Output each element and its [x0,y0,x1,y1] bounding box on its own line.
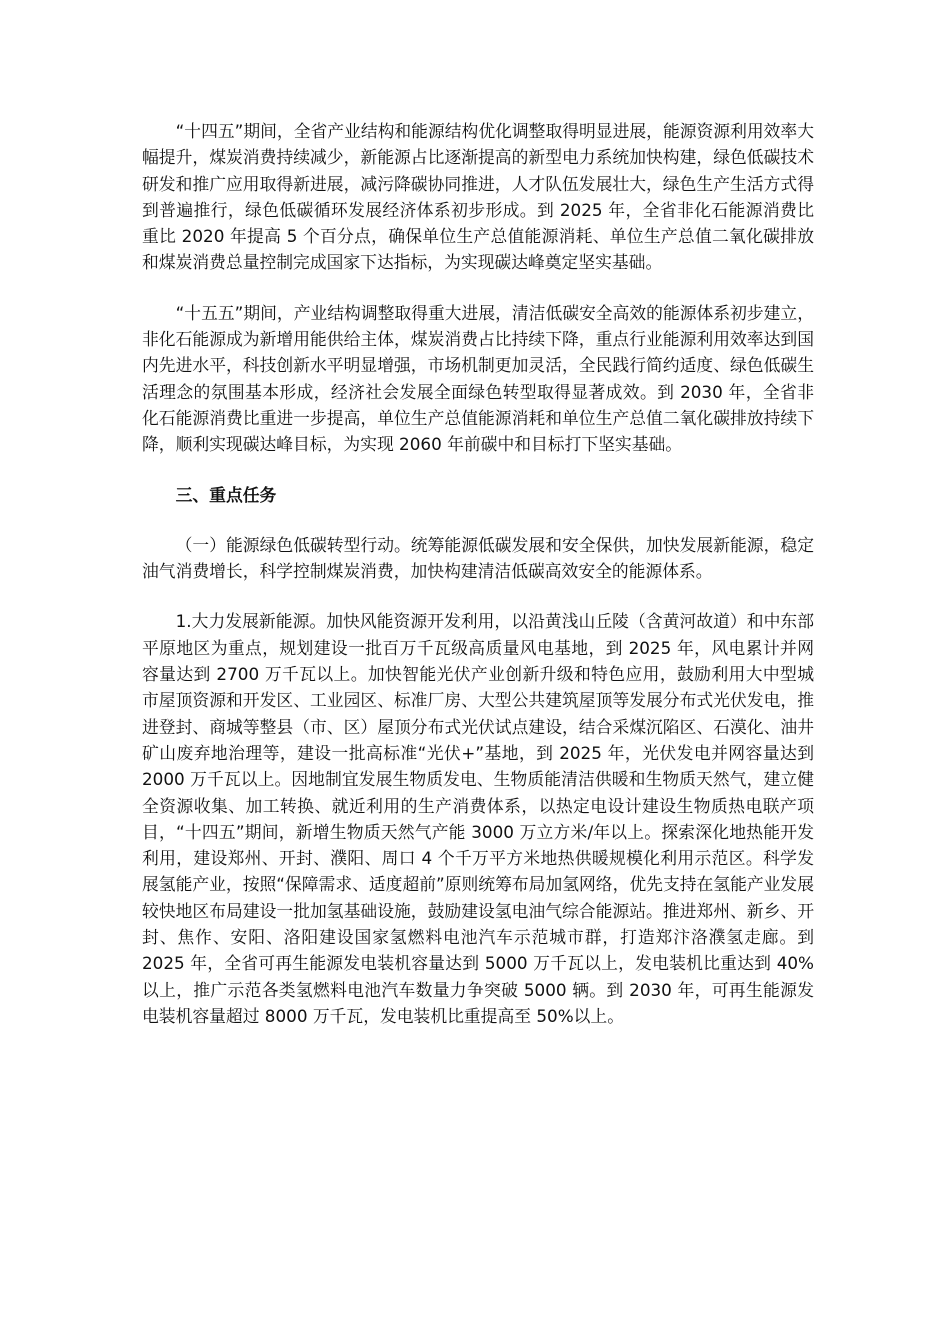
paragraph-spacer [142,458,814,482]
paragraph-spacer [142,508,814,532]
section-heading: 三、重点任务 [175,484,277,505]
paragraph-new-energy: 1.大力发展新能源。加快风能资源开发利用，以沿黄浅山丘陵（含黄河故道）和中东部平原地区为重点，规划建设一批百万千瓦级高质量风电基地，到 2025 年，风电累计并网容量达到 2700 万千瓦以上。加快智能光伏产业创新升级和特色应用，鼓励利用大中型城市屋顶资源和开发区、工业园区、标准厂房、大型公共建筑屋顶等发展分布式光伏发电，推进登封、商城等整县（市、区）屋顶分布式光伏试点建设，结合采煤沉陷区、石漠化、油井矿山废弃地治理等，建设一批高标准“光伏+”基地，到 2025 年，光伏发电并网容量达到 2000 万千瓦以上。因地制宜发展生物质发电、生物质能清洁供暖和生物质天然气，建立健全资源收集、加工转换、就近利用的生产消费体系，以热定电设计建设生物质热电联产项目，“十四五”期间，新增生物质天然气产能 3000 万立方米/年以上。探索深化地热能开发利用，建设郑州、开封、濮阳、周口 4 个千万平方米地热供暖规模化利用示范区。科学发展氢能产业，按照“保障需求、适度超前”原则统筹布局加氢网络，优先支持在氢能产业发展较快地区布局建设一批加氢基础设施，鼓励建设氢电油气综合能源站。推进郑州、新乡、开封、焦作、安阳、洛阳建设国家氢燃料电池汽车示范城市群，打造郑汴洛濮氢走廊。到 2025 年，全省可再生能源发电装机容量达到 5000 万千瓦以上，发电装机比重达到 40%以上，推广示范各类氢燃料电池汽车数量力争突破 5000 辆。到 2030 年，可再生能源发电装机容量超过 8000 万千瓦，发电装机比重提高至 50%以上。 [142,611,814,1026]
paragraph-fourteenth-five-year: “十四五”期间，全省产业结构和能源结构优化调整取得明显进展，能源资源利用效率大幅提升，煤炭消费持续减少，新能源占比逐渐提高的新型电力系统加快构建，绿色低碳技术研发和推广应用取得新进展，减污降碳协同推进，人才队伍发展壮大，绿色生产生活方式得到普遍推行，绿色低碳循环发展经济体系初步形成。到 2025 年，全省非化石能源消费比重比 2020 年提高 5 个百分点，确保单位生产总值能源消耗、单位生产总值二氧化碳排放和煤炭消费总量控制完成国家下达指标，为实现碳达峰奠定坚实基础。 [142,121,814,273]
paragraph-energy-transition: （一）能源绿色低碳转型行动。统筹能源低碳发展和安全保供，加快发展新能源，稳定油气消费增长，科学控制煤炭消费，加快构建清洁低碳高效安全的能源体系。 [142,534,814,582]
document-body [142,118,814,1029]
paragraph-spacer [142,584,814,608]
paragraph-fifteenth-five-year: “十五五”期间，产业结构调整取得重大进展，清洁低碳安全高效的能源体系初步建立，非化石能源成为新增用能供给主体，煤炭消费占比持续下降，重点行业能源利用效率达到国内先进水平，科技创新水平明显增强，市场机制更加灵活，全民践行简约适度、绿色低碳生活理念的氛围基本形成，经济社会发展全面绿色转型取得显著成效。到 2030 年，全省非化石能源消费比重进一步提高，单位生产总值能源消耗和单位生产总值二氧化碳排放持续下降，顺利实现碳达峰目标，为实现 2060 年前碳中和目标打下坚实基础。 [142,302,814,455]
paragraph-spacer [142,276,814,300]
